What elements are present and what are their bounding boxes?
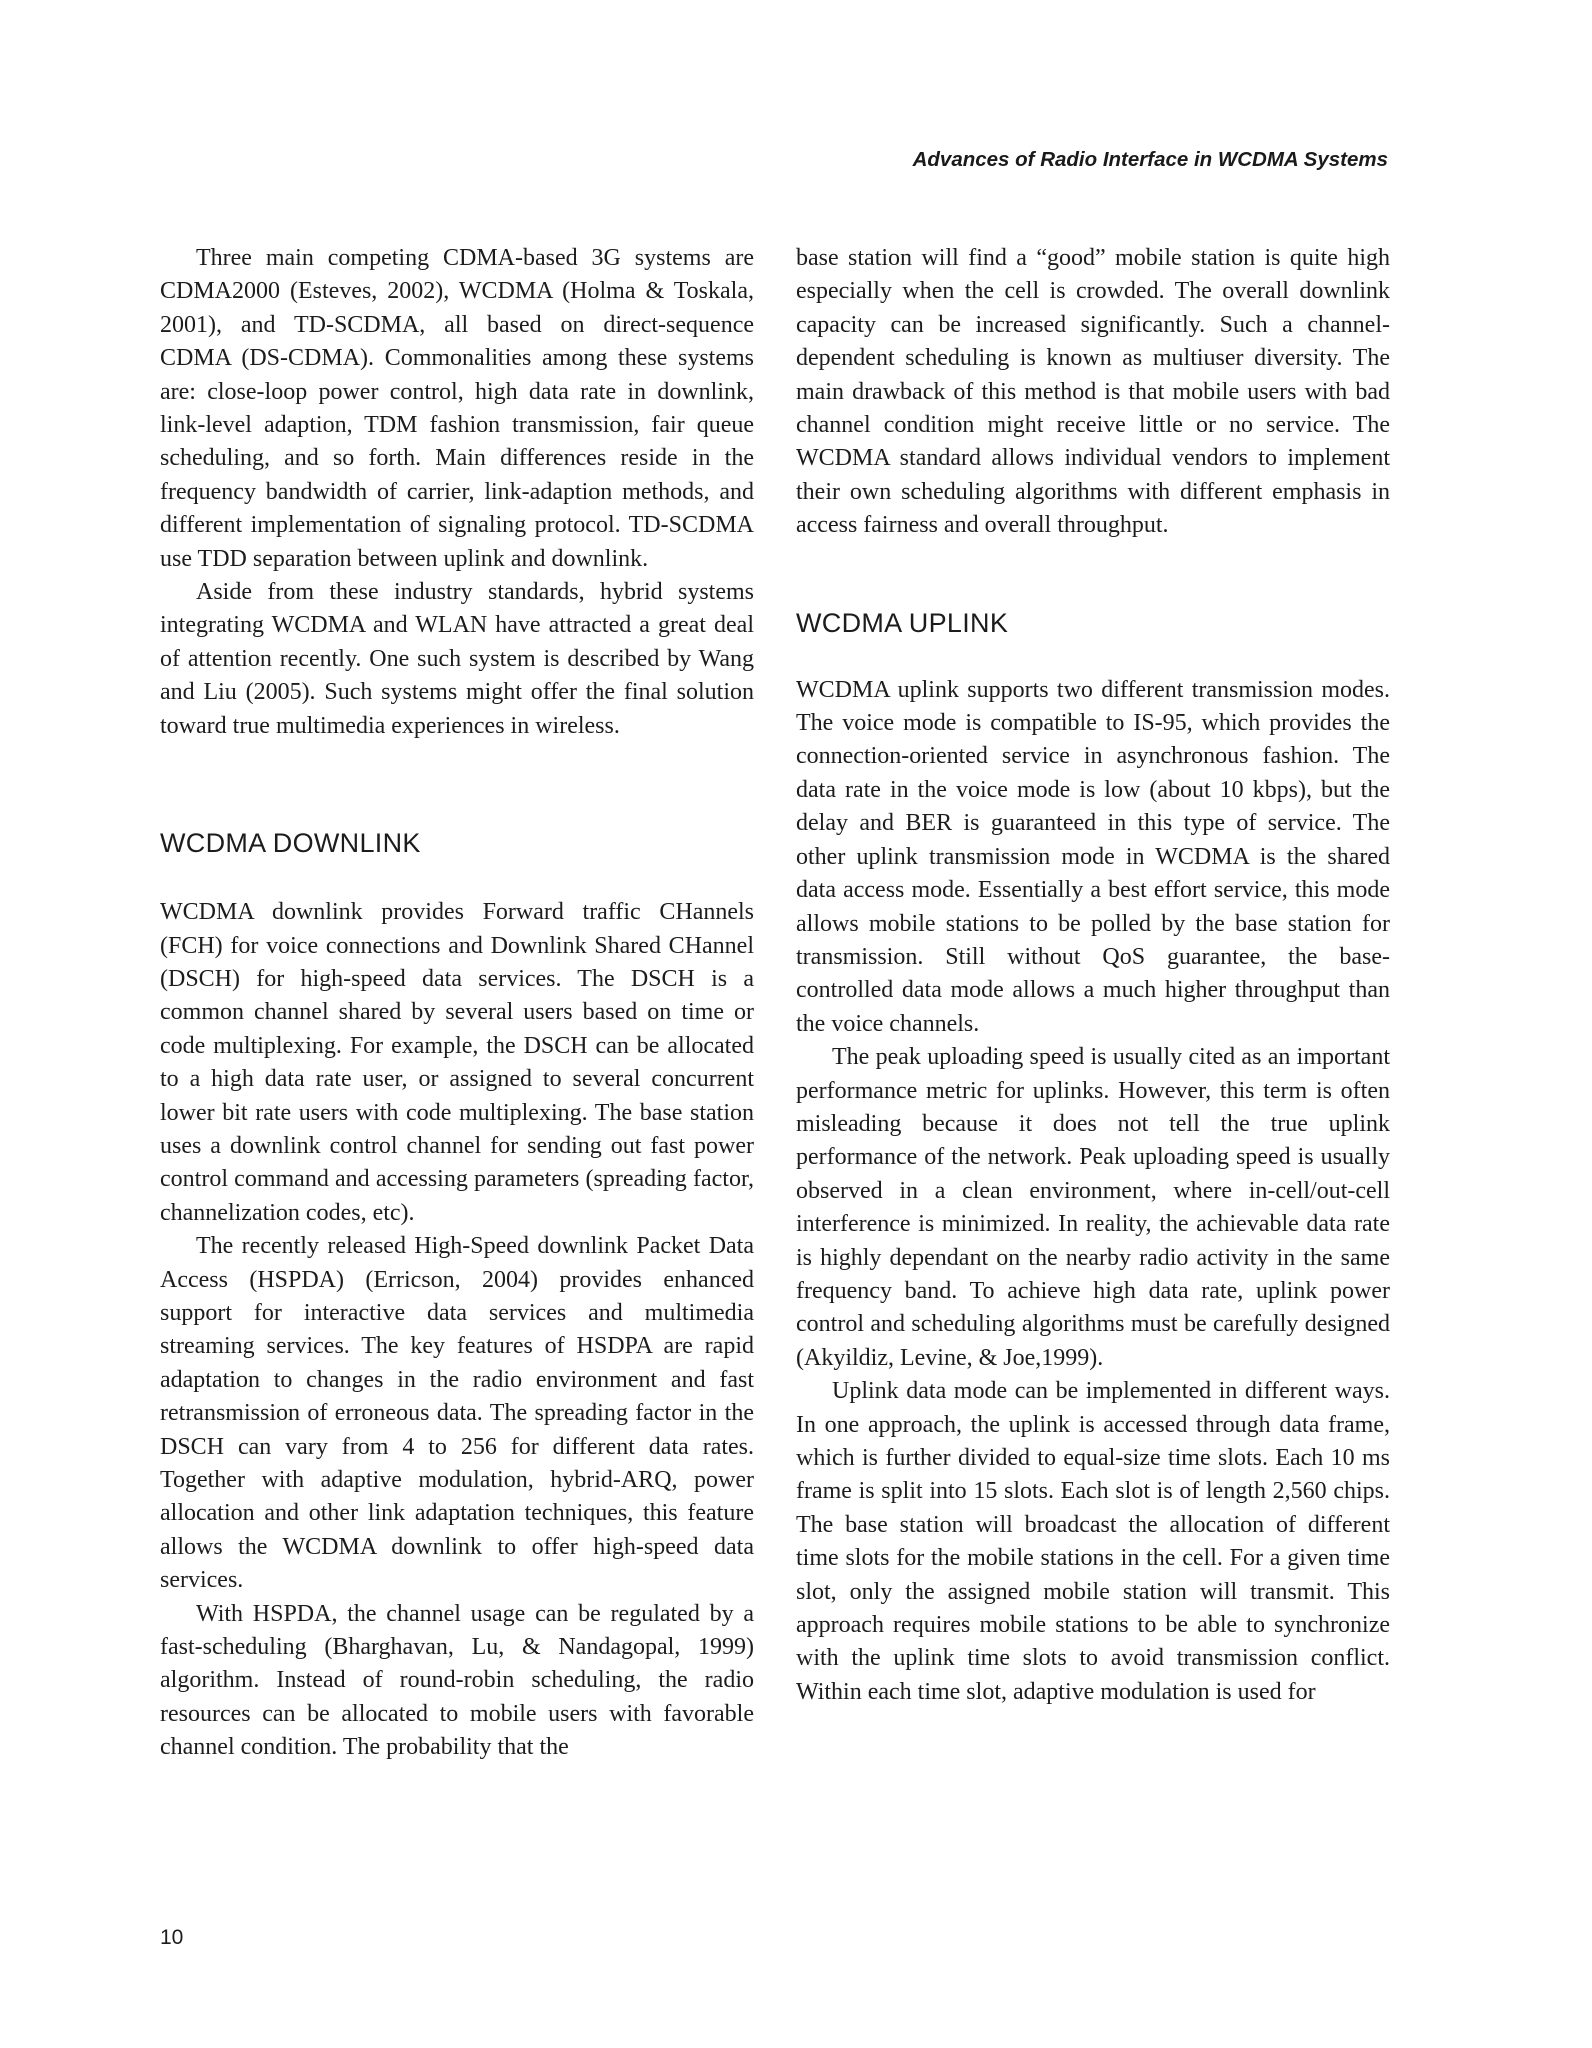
left-column: [160, 242, 754, 1765]
paragraph: The peak uploading speed is usually cited as an important performance metric for uplinks. However, this term is often misleading because it does not tell the true uplink performance of the network. Peak uploading speed is usually observed in a clean environment, where in-cell/out-cell interference is minimized. In reality, the achievable data rate is highly dependant on the nearby radio activity in the same frequency band. To achieve high data rate, uplink power control and scheduling algorithms must be carefully designed (Akyildiz, Levine, & Joe,1999).: [796, 1044, 1390, 1371]
paragraph: With HSPDA, the channel usage can be regulated by a fast-scheduling (Bharghavan, Lu, & Nandagopal, 1999) algorithm. Instead of round-robin scheduling, the radio resources can be allocated to mobile users with favorable channel condition. The probability that the: [160, 1600, 754, 1761]
paragraph: base station will find a “good” mobile station is quite high especially when the cell is crowded. The overall downlink capacity can be increased significantly. Such a channel-dependent scheduling is known as multiuser diversity. The main drawback of this method is that mobile users with bad channel condition might receive little or no service. The WCDMA standard allows individual vendors to implement their own scheduling algorithms with different emphasis in access fairness and overall throughput.: [796, 245, 1390, 539]
right-column: [796, 242, 1390, 1709]
paragraph: WCDMA downlink provides Forward traffic CHannels (FCH) for voice connections and Downlink Shared CHannel (DSCH) for high-speed data services. The DSCH is a common channel shared by several users based on time or code multiplexing. For example, the DSCH can be allocated to a high data rate user, or assigned to several concurrent lower bit rate users with code multiplexing. The base station uses a downlink control channel for sending out fast power control command and accessing parameters (spreading factor, channelization codes, etc).: [160, 899, 754, 1226]
paragraph: Three main competing CDMA-based 3G systems are CDMA2000 (Esteves, 2002), WCDMA (Holma & Toskala, 2001), and TD-SCDMA, all based on direct-sequence CDMA (DS-CDMA). Commonalities among these systems are: close-loop power control, high data rate in downlink, link-level adaption, TDM fashion transmission, fair queue scheduling, and so forth. Main differences reside in the frequency bandwidth of carrier, link-adaption methods, and different implementation of signaling protocol. TD-SCDMA use TDD separation between uplink and downlink.: [160, 245, 754, 572]
paragraph: Aside from these industry standards, hybrid systems integrating WCDMA and WLAN have attracted a great deal of attention recently. One such system is described by Wang and Liu (2005). Such systems might offer the final solution toward true multimedia experiences in wireless.: [160, 579, 754, 739]
paragraph: Uplink data mode can be implemented in different ways. In one approach, the uplink is accessed through data frame, which is further divided to equal-size time slots. Each 10 ms frame is split into 15 slots. Each slot is of length 2,560 chips. The base station will broadcast the allocation of different time slots for the mobile stations in the cell. For a given time slot, only the assigned mobile station will transmit. This approach requires mobile stations to be able to synchronize with the uplink time slots to avoid transmission conflict. Within each time slot, adaptive modulation is used for: [796, 1378, 1390, 1705]
section-heading-downlink: WCDMA DOWNLINK: [160, 828, 421, 859]
running-header: Advances of Radio Interface in WCDMA Systems: [912, 148, 1388, 171]
section-heading-uplink: WCDMA UPLINK: [796, 607, 1009, 638]
paragraph: The recently released High-Speed downlink Packet Data Access (HSPDA) (Erricson, 2004) provides enhanced support for interactive data services and multimedia streaming services. The key features of HSDPA are rapid adaptation to changes in the radio environment and fast retransmission of erroneous data. The spreading factor in the DSCH can vary from 4 to 256 for different data rates. Together with adaptive modulation, hybrid-ARQ, power allocation and other link adaptation techniques, this feature allows the WCDMA downlink to offer high-speed data services.: [160, 1233, 754, 1594]
page-number: 10: [160, 1926, 184, 1949]
paragraph: WCDMA uplink supports two different transmission modes. The voice mode is compatible to IS-95, which provides the connection-oriented service in asynchronous fashion. The data rate in the voice mode is low (about 10 kbps), but the delay and BER is guaranteed in this type of service. The other uplink transmission mode in WCDMA is the shared data access mode. Essentially a best effort service, this mode allows mobile stations to be polled by the base station for transmission. Still without QoS guarantee, the base-controlled data mode allows a much higher throughput than the voice channels.: [796, 676, 1390, 1037]
